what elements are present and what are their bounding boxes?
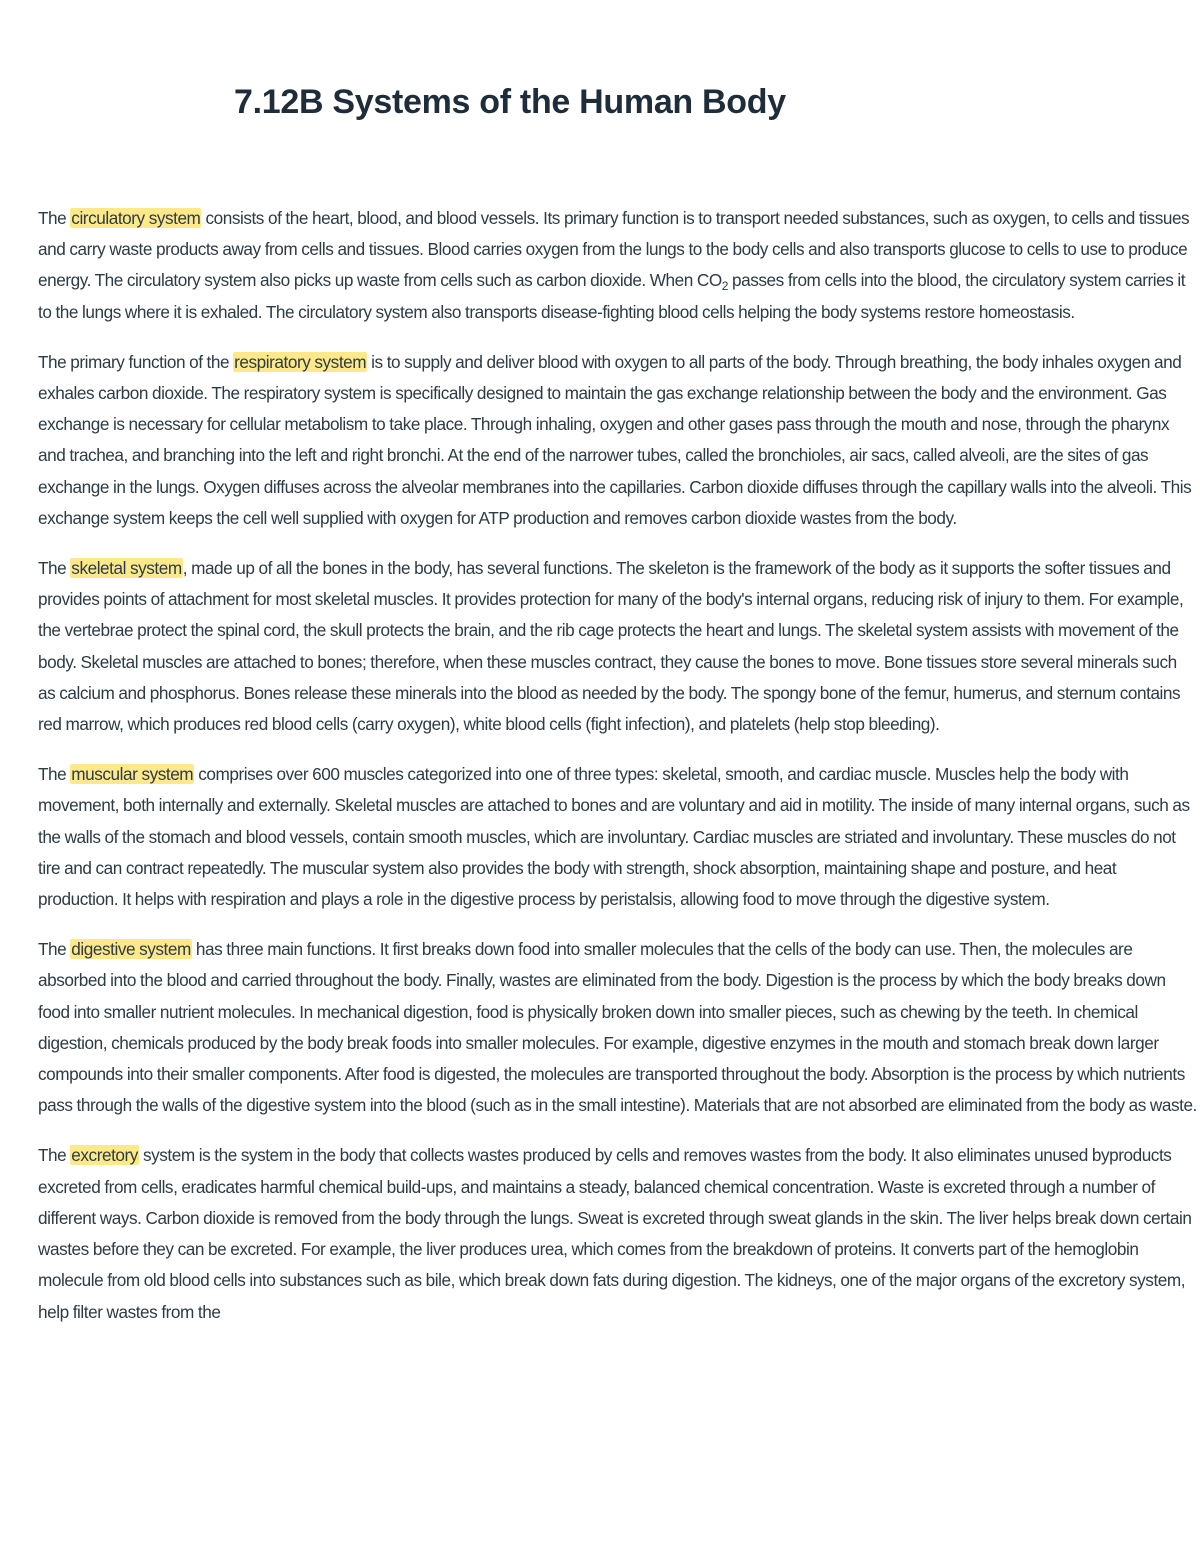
highlight-skeletal-system: skeletal system — [71, 558, 182, 579]
paragraph-respiratory — [38, 347, 1198, 534]
paragraph-digestive — [38, 934, 1198, 1121]
highlight-digestive-system: digestive system — [71, 939, 191, 960]
highlight-circulatory-system: circulatory system — [71, 208, 201, 228]
paragraph-text: The — [38, 208, 71, 228]
highlight-excretory: excretory — [71, 1145, 138, 1166]
paragraph-text: The — [38, 558, 71, 579]
paragraph-text: The — [38, 939, 71, 960]
paragraph-text: is to supply and deliver blood with oxygen to all parts of the body. Through breathing, the body inhales oxygen and exhales carbon dioxide. The respiratory system is specifically designed to maintain the gas exchange relationship between the body and the environment. Gas exchange is necessary for cellular metabolism to take place. Through inhaling, oxygen and other gases pass through the mouth and nose, through the pharynx and trachea, and branching into the left and right bronchi. At the end of the narrower tubes, called the bronchioles, air sacs, called alveoli, are the sites of gas exchange in the lungs. Oxygen diffuses across the alveolar membranes into the capillaries. Carbon dioxide diffuses through the capillary walls into the alveoli. This exchange system keeps the cell well supplied with oxygen for ATP production and removes carbon dioxide wastes from the body. — [38, 351, 1192, 528]
paragraph-skeletal — [38, 553, 1198, 740]
paragraph-text: The — [38, 764, 71, 785]
document-body — [38, 203, 1198, 1347]
paragraph-text: system is the system in the body that collects wastes produced by cells and removes wastes from the body. It also eliminates unused byproducts excreted from cells, eradicates harmful chemical build-ups, and maintains a steady, balanced chemical concentration. Waste is excreted through a number of different ways. Carbon dioxide is removed from the body through the lungs. Sweat is excreted through sweat glands in the skin. The liver helps break down certain wastes before they can be excreted. For example, the liver produces urea, which comes from the breakdown of proteins. It converts part of the hemoglobin molecule from old blood cells into substances such as bile, which break down fats during digestion. The kidneys, one of the major organs of the excretory system, help filter wastes from the — [38, 1145, 1192, 1322]
paragraph-text: has three main functions. It first breaks down food into smaller molecules that the cells of the body can use. Then, the molecules are absorbed into the blood and carried throughout the body. Finally, wastes are eliminated from the body. Digestion is the process by which the body breaks down food into smaller nutrient molecules. In mechanical digestion, food is physically broken down into smaller pieces, such as chewing by the teeth. In chemical digestion, chemicals produced by the body break foods into smaller molecules. For example, digestive enzymes in the mouth and stomach break down larger compounds into their smaller components. After food is digested, the molecules are transported throughout the body. Absorption is the process by which nutrients pass through the walls of the digestive system into the blood (such as in the small intestine). Materials that are not absorbed are eliminated from the body as waste. — [38, 939, 1197, 1116]
paragraph-circulatory — [38, 203, 1198, 328]
highlight-muscular-system: muscular system — [71, 764, 194, 785]
paragraph-text: consists of the heart, blood, and blood vessels. Its primary function is to transport needed substances, such as oxygen, to cells and tissues and carry waste products away from cells and tissues. Blood carries oxygen from the lungs to the body cells and also transports glucose to cells to use to produce energy. The circulatory system also picks up waste from cells such as carbon dioxide. When CO — [38, 208, 1190, 291]
highlight-respiratory-system: respiratory system — [234, 351, 367, 372]
paragraph-text: The — [38, 1145, 71, 1166]
subscript-2: 2 — [721, 279, 729, 294]
paragraph-text: passes from cells into the blood, the circulatory system carries it to the lungs where it is exhaled. The circulatory system also transports disease-fighting blood cells helping the body systems restore homeostasis. — [38, 270, 1186, 322]
paragraph-excretory — [38, 1140, 1198, 1327]
paragraph-text: , made up of all the bones in the body, has several functions. The skeleton is the framework of the body as it supports the softer tissues and provides points of attachment for most skeletal muscles. It provides protection for many of the body's internal organs, reducing risk of injury to them. For example, the vertebrae protect the spinal cord, the skull protects the brain, and the rib cage protects the heart and lungs. The skeletal system assists with movement of the body. Skeletal muscles are attached to bones; therefore, when these muscles contract, they cause the bones to move. Bone tissues store several minerals such as calcium and phosphorus. Bones release these minerals into the blood as needed by the body. The spongy bone of the femur, humerus, and sternum contains red marrow, which produces red blood cells (carry oxygen), white blood cells (fight infection), and platelets (help stop bleeding). — [38, 558, 1184, 735]
paragraph-text: The primary function of the — [38, 351, 234, 372]
page-title: 7.12B Systems of the Human Body — [234, 83, 786, 121]
paragraph-text: comprises over 600 muscles categorized into one of three types: skeletal, smooth, and cardiac muscle. Muscles help the body with movement, both internally and externally. Skeletal muscles are attached to bones and are voluntary and aid in motility. The inside of many internal organs, such as the walls of the stomach and blood vessels, contain smooth muscles, which are involuntary. Cardiac muscles are striated and involuntary. These muscles do not tire and can contract repeatedly. The muscular system also provides the body with strength, shock absorption, maintaining shape and posture, and heat production. It helps with respiration and plays a role in the digestive process by peristalsis, allowing food to move through the digestive system. — [38, 764, 1190, 910]
paragraph-muscular — [38, 759, 1198, 915]
